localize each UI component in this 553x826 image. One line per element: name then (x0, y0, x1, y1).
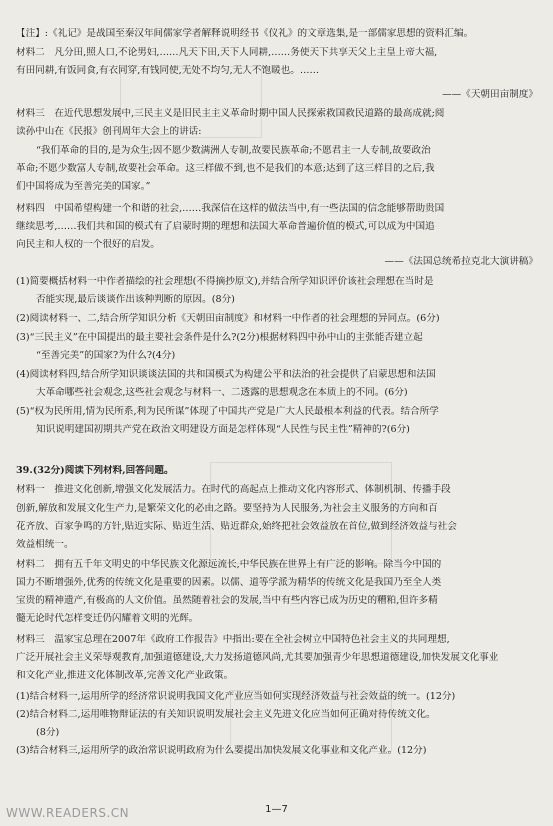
question-38-4-line1: (4)阅读材料四,结合所学知识谈谈法国的共和国模式为构建公平和法治的社会提供了启蒙思想和法国 (16, 369, 436, 380)
question-38-4-line2: 大革命哪些社会观念,这些社会观念与材料一、二透露的思想观念在本质上的不同。(6分) (36, 387, 408, 398)
question-39-1: (1)结合材料一,运用所学的经济常识说明我国文化产业应当如何实现经济效益与社会效益的统一。(12分) (16, 691, 456, 702)
question-39-2-line1: (2)结合材料二,运用唯物辩证法的有关知识说明发展社会主义先进文化应当如何正确对待传统文化。 (16, 709, 436, 720)
question-38-1-line1: (1)简要概括材料一中作者描绘的社会理想(不得摘抄原文),并结合所学知识评价该社会理想在当时是 (16, 276, 434, 287)
q39-material2-line4: 髓无论时代怎样变迁仍闪耀着文明的光辉。 (16, 613, 199, 624)
question-39-3: (3)结合材料三,运用所学的政治常识说明政府为什么要提出加快发展文化事业和文化产业。(12分) (16, 745, 427, 756)
q39-material2-line1: 材料二 拥有五千年文明史的中华民族文化源远流长,中华民族在世界上有广泛的影响。除当今中国的 (16, 559, 442, 570)
material3-line1: 材料三 在近代思想发展中,三民主义是旧民主主义革命时期中国人民探索救国救民道路的最高成就;阅 (16, 108, 445, 119)
q39-material1-line2: 创新,解放和发展文化生产力,是繁荣文化的必由之路。要坚持为人民服务,为社会主义服务的方向和百 (16, 503, 438, 514)
question-38-5-line1: (5)“权为民所用,情为民所系,利为民所谋”体现了中国共产党是广大人民最根本利益的代表。结合所学 (16, 406, 439, 417)
q39-material3-line2: 广泛开展社会主义荣辱观教育,加强道德建设,大力发扬道德风尚,尤其要加强青少年思想道德建设,加快发展文化事业 (16, 652, 499, 663)
q39-material1-line4: 效益相统一。 (16, 539, 74, 550)
q39-material2-line2: 国力不断增强外,优秀的传统文化是重要的因素。以儒、道等学派为精华的传统文化是我国乃至全人类 (16, 577, 442, 588)
question-38-3-line2: “至善完美”的国家?为什么?(4分) (36, 350, 176, 361)
material3-line2: 读孙中山在《民报》创刊周年大会上的讲话: (16, 126, 202, 137)
page-number: 1—7 (265, 804, 288, 815)
watermark: WWW.READERS.CN (6, 806, 130, 820)
question-39-heading: 39.(32分)阅读下列材料,回答问题。 (16, 465, 174, 476)
material4-line2: 继续思考,……我们共和国的模式有了启蒙时期的理想和法国大革命普遍价值的模式,可以成为中国追 (16, 221, 435, 232)
q39-material3-line1: 材料三 温家宝总理在2007年《政府工作报告》中指出:要在全社会树立中国特色社会主义的共同理想, (16, 634, 450, 645)
material2-line1: 材料二 凡分田,照人口,不论男妇,……凡天下田,天下人同耕,……务使天下共享天父上主皇上帝大福, (16, 47, 438, 58)
question-39-2-line2: (8分) (36, 727, 60, 738)
material4-line3: 向民主和人权的一个很好的启发。 (16, 239, 160, 250)
q39-material1-line1: 材料一 推进文化创新,增强文化发展活力。在时代的高起点上推动文化内容形式、体制机制、传播手段 (16, 484, 451, 495)
material4-line1: 材料四 中国希望构建一个和谐的社会,……我深信在这样的做法当中,有一些法国的信念能够帮助贵国 (16, 203, 445, 214)
question-38-5-line2: 知识说明建国初期共产党在政治文明建设方面是怎样体现“人民性与民主性”精神的?(6分) (36, 424, 410, 435)
material3-quote-line1: “我们革命的目的,是为众生;因不愿少数满洲人专制,故要民族革命;不愿君主一人专制,故要政治 (36, 145, 431, 156)
note-line: 【注】:《礼记》是战国至秦汉年间儒家学者解释说明经书《仪礼》的文章选集,是一部儒家思想的资料汇编。 (16, 28, 474, 39)
question-38-3-line1: (3)“三民主义”在中国提出的最主要社会条件是什么?(2分)根据材料四中孙中山的主张能否建立起 (16, 332, 423, 343)
q39-material3-line3: 和文化产业,推进文化体制改革,完善文化产业政策。 (16, 670, 234, 681)
question-38-1-line2: 否能实现,最后谈谈作出该种判断的原因。(8分) (36, 294, 235, 305)
material4-source: ——《法国总统希拉克北大演讲稿》 (384, 256, 538, 267)
material3-quote-line3: 们中国将成为至善完美的国家。” (16, 181, 151, 192)
material2-source: ——《天朝田亩制度》 (442, 89, 538, 100)
material2-line2: 有田同耕,有饭同食,有衣同穿,有钱同使,无处不均匀,无人不饱暖也。…… (16, 65, 320, 76)
material3-quote-line2: 革命;不愿少数富人专制,故要社会革命。这三样做不到,也不是我们的本意;达到了这三样目的之后,我 (16, 163, 435, 174)
question-38-2: (2)阅读材料一、二,结合所学知识分析《天朝田亩制度》和材料一中作者的社会理想的异同点。(6分) (16, 313, 440, 324)
q39-material2-line3: 宝贵的精神遗产,有极高的人文价值。虽然随着社会的发展,当中有些内容已成为历史的糟粕,但许多精 (16, 595, 438, 606)
q39-material1-line3: 花齐放、百家争鸣的方针,贴近实际、贴近生活、贴近群众,始终把社会效益放在首位,做到经济效益与社会 (16, 521, 457, 532)
